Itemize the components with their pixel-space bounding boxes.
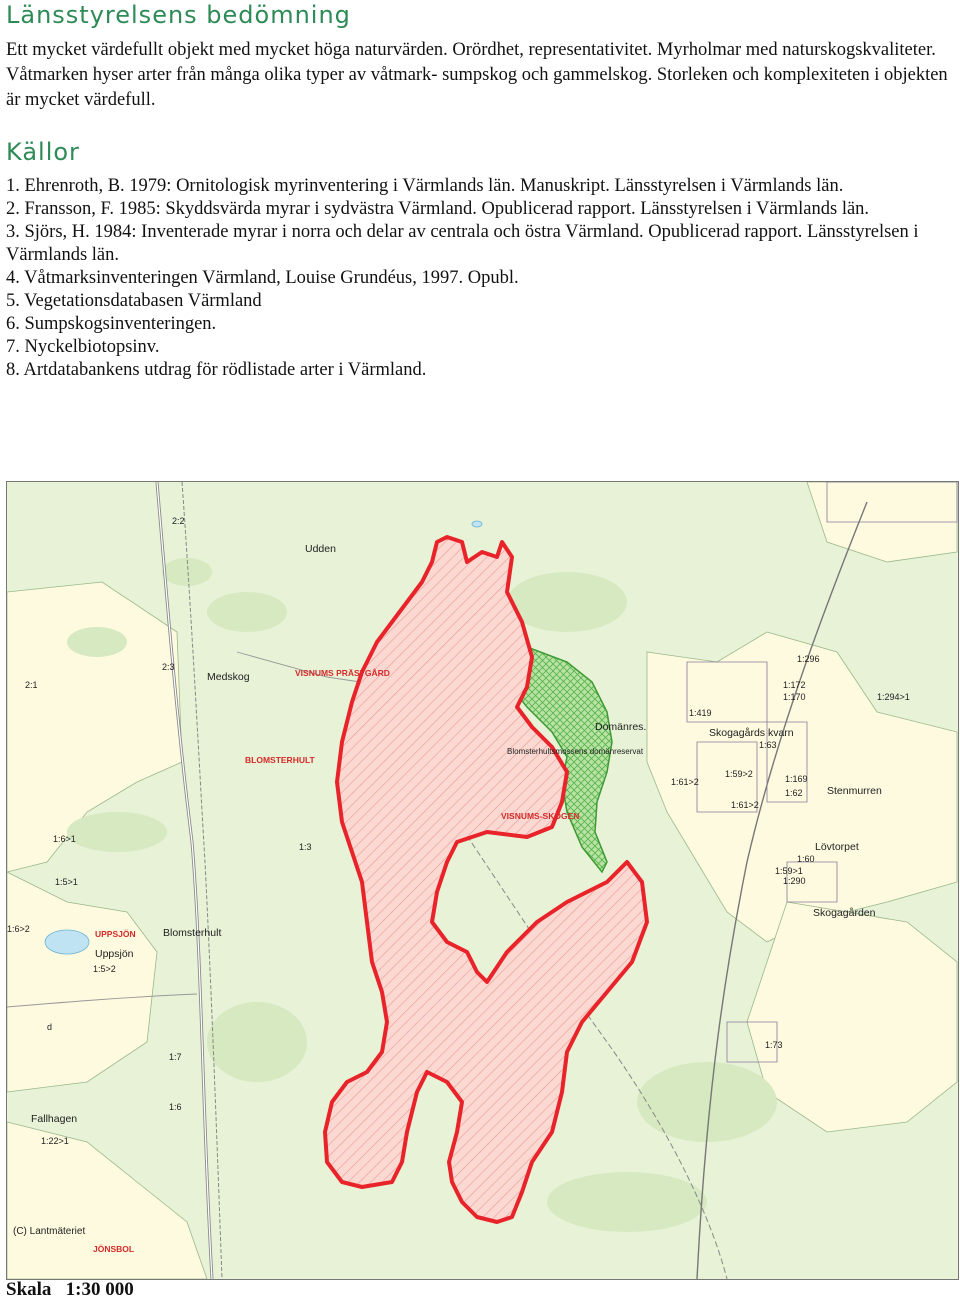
parcel-label: d [47, 1022, 53, 1032]
place-label: Blomsterhultsmossens domänreservat [507, 747, 644, 756]
parcel-label: 1:62 [785, 788, 803, 798]
parcel-label: 1:61>2 [671, 777, 699, 787]
parcel-label: 1:6>2 [7, 924, 30, 934]
parcel-label: 2:2 [172, 516, 185, 526]
source-item: 6. Sumpskogsinventeringen. [6, 314, 217, 334]
parcel-label: 2:1 [25, 680, 38, 690]
parcel-label: 1:61>2 [731, 800, 759, 810]
place-label: Fallhagen [31, 1113, 78, 1125]
parcel-label: 1:294>1 [877, 692, 910, 702]
source-item: 3. Sjörs, H. 1984: Inventerade myrar i norra och delar av centrala och östra Värmland. Opublicerad rapport. Länsstyrelsen i Värmlands län. [6, 222, 919, 265]
assessment-heading: Länsstyrelsens bedömning [6, 1, 351, 29]
parcel-label: 1:59>1 [775, 866, 803, 876]
place-label: Lövtorpet [815, 841, 859, 853]
copyright-label: (C) Lantmäteriet [13, 1226, 86, 1237]
source-item: 8. Artdatabankens utdrag för rödlistade arter i Värmland. [6, 360, 427, 380]
source-item: 1. Ehrenroth, B. 1979: Ornitologisk myrinventering i Värmlands län. Manuskript. Länsstyrelsen i Värmlands län. [6, 176, 844, 196]
parcel-label: 1:22>1 [41, 1136, 69, 1146]
estate-label: BLOMSTERHULT [245, 755, 315, 765]
source-item: 7. Nyckelbiotopsinv. [6, 337, 160, 357]
estate-label: UPPSJÖN [95, 929, 136, 939]
scale-value: 1:30 000 [65, 1279, 134, 1300]
sources-list [6, 175, 956, 382]
source-item: 4. Våtmarksinventeringen Värmland, Louise Grundéus, 1997. Opubl. [6, 268, 519, 288]
place-label: Stenmurren [827, 785, 882, 797]
sources-heading: Källor [6, 138, 80, 166]
place-label: Medskog [207, 671, 250, 683]
estate-label: VISNUMS-SKOGEN [501, 811, 580, 821]
parcel-label: 2:3 [162, 662, 175, 672]
scale-label: Skala [6, 1279, 52, 1300]
site-map [6, 481, 959, 1280]
estate-label: JÖNSBOL [93, 1244, 135, 1254]
place-label: Blomsterhult [163, 927, 222, 939]
parcel-label: 1:63 [759, 740, 777, 750]
source-item: 2. Fransson, F. 1985: Skyddsvärda myrar i sydvästra Värmland. Opublicerad rapport. Länsstyrelsen i Värmlands län. [6, 199, 870, 219]
parcel-label: 1:73 [765, 1040, 783, 1050]
parcel-label: 1:5>2 [93, 964, 116, 974]
place-label: Skogagården [813, 907, 876, 919]
parcel-label: 1:6>1 [53, 834, 76, 844]
place-label: Domänres. [595, 721, 647, 733]
parcel-label: 1:60 [797, 854, 815, 864]
parcel-label: 1:3 [299, 842, 312, 852]
parcel-label: 1:6 [169, 1102, 182, 1112]
place-label: Udden [305, 543, 336, 555]
parcel-label: 1:172 [783, 680, 806, 690]
parcel-label: 1:290 [783, 876, 806, 886]
parcel-label: 1:59>2 [725, 769, 753, 779]
source-item: 5. Vegetationsdatabasen Värmland [6, 291, 262, 311]
parcel-label: 1:419 [689, 708, 712, 718]
parcel-label: 1:296 [797, 654, 820, 664]
map-svg [7, 482, 958, 1279]
parcel-label: 1:170 [783, 692, 806, 702]
assessment-text: Ett mycket värdefullt objekt med mycket höga naturvärden. Orördhet, representativitet. Myrholmar med naturskogskvaliteter. Våtmarken hyser arter från många olika typer av våtmark- sumpskog och gammelskog. Storleken och komplexiteten i objekten är mycket värdefull. [6, 40, 948, 110]
place-label: Skogagårds kvarn [709, 727, 794, 739]
estate-label: VISNUMS PRÄSTGÅRD [295, 668, 390, 678]
parcel-label: 1:7 [169, 1052, 182, 1062]
parcel-label: 1:5>1 [55, 877, 78, 887]
parcel-label: 1:169 [785, 774, 808, 784]
place-label: Uppsjön [95, 948, 134, 960]
